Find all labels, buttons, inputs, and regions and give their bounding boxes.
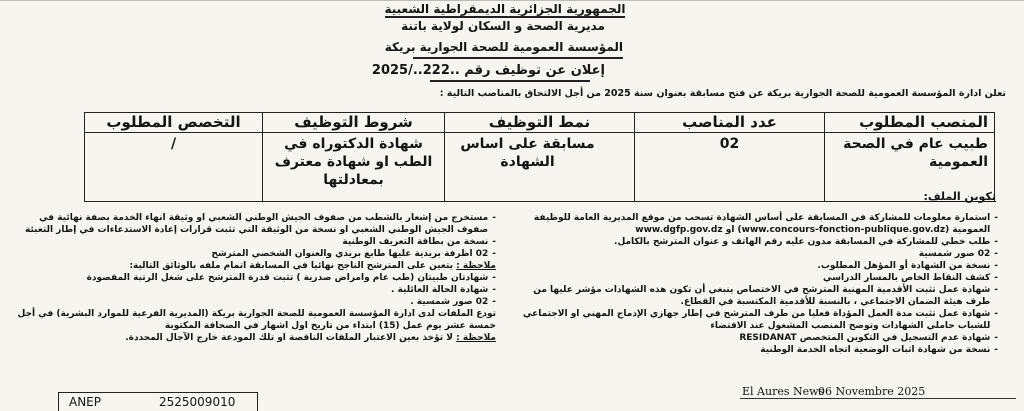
- list-item: - نسخة من بطاقة التعريف الوطنية: [342, 237, 496, 247]
- list-item: - نسخة من الشهادة أو المؤهل المطلوب.: [817, 261, 998, 271]
- header-post: المنصب المطلوب: [825, 113, 995, 133]
- note-completion: [14, 260, 496, 272]
- header-conditions: شروط التوظيف: [263, 113, 445, 133]
- note-label: ملاحظة :: [456, 333, 496, 343]
- cell-post: طبيب عام في الصحة العمومية: [825, 133, 995, 202]
- list-item: - 02 صور شمسية .: [410, 297, 496, 307]
- deposit-text: تودع الملفات لدى ادارة المؤسسة العمومية للصحة الجوارية بريكة (المديرية الفرعية للموارد البشرية) في أجل خمسة عشر يوم عمل (15) ابتداء من تاريخ اول اشهار في الصحافة المكتوبة: [17, 309, 496, 331]
- announcement-underline: [430, 80, 590, 82]
- cell-specialty: /: [85, 133, 263, 202]
- establishment-heading: المؤسسة العمومية للصحة الجوارية بريكة: [384, 40, 623, 54]
- list-item: - 02 صور شمسية: [918, 249, 998, 259]
- table-header-row: [85, 113, 995, 133]
- footer-rule: [740, 398, 1016, 399]
- publication-date: 06 Novembre 2025: [818, 385, 926, 398]
- republic-underline: [385, 16, 625, 18]
- note-rejection: [14, 332, 496, 344]
- list-item: - شهادة عمل تثبت مدة العمل المؤداة فعليا من طرف المترشح في إطار جهازي الإدماج المهني او الاجتماعي للشباب حاملي الشهادات وتوضح المنصب المشغول عند الاقتضاء: [522, 309, 998, 331]
- ministry-heading: مديرية الصحة و السكان لولاية باتنة: [401, 19, 605, 33]
- anep-code: 2525009010: [159, 395, 236, 409]
- anep-box: [58, 392, 258, 411]
- list-item: - كشف النقاط الخاص بالمسار الدراسي: [823, 273, 998, 283]
- cell-mode: مسابقة على اساس الشهادة: [445, 133, 635, 202]
- list-item: - شهادة عمل تثبت الأقدمية المهنية المترشح في الاختصاص ينبغي أن تكون هذه الشهادات مؤشر عليها من طرف هيئة الضمان الاجتماعي ، بالنسبة للأقدمية المكتسبة في القطاع.: [533, 285, 998, 307]
- list-item: - استمارة معلومات للمشاركة في المسابقة على أساس الشهادة تسحب من موقع المديرية العامة للوظيفة العمومية (www.concours-fonction-publique.gov.dz) او www.dgfp.gov.dz: [533, 213, 998, 235]
- note-text: لا تؤخذ بعين الاعتبار الملفات الناقصة او تلك المودعة خارج الآجال المحددة.: [125, 333, 453, 343]
- announcement-number: إعلان عن توظيف رقم ..222../2025: [371, 63, 605, 78]
- publisher-name: El Aures News: [742, 385, 825, 398]
- cell-count: 02: [635, 133, 825, 202]
- note-label: ملاحظة :: [456, 261, 496, 271]
- list-item: - طلب خطي للمشاركة في المسابقة مدون عليه رقم الهاتف و عنوان المترشح بالكامل.: [614, 237, 998, 247]
- list-item: - شهادة عدم التسجيل في التكوين المتخصص RESIDANAT: [739, 333, 998, 343]
- intro-text: تعلن ادارة المؤسسة العمومية للصحة الجوارية بريكة عن فتح مسابقة بعنوان سنة 2025 من أجل الالتحاق بالمناصب التالية :: [439, 88, 1006, 99]
- posts-table: [84, 112, 995, 202]
- cell-conditions: شهادة الدكتوراه في الطب او شهادة معترف بمعادلتها: [263, 133, 445, 202]
- file-composition-title: تكوين الملف:: [923, 190, 996, 203]
- header-count: عدد المناصب: [635, 113, 825, 133]
- list-item: - نسخة من شهادة اثبات الوضعية اتجاه الخدمة الوطنية: [760, 345, 998, 355]
- top-border: [0, 0, 1024, 1]
- header-mode: نمط التوظيف: [445, 113, 635, 133]
- republic-heading: الجمهورية الجزائرية الديمقراطية الشعبية: [384, 2, 626, 16]
- documents-list-right: [512, 212, 998, 356]
- table-row: [85, 133, 995, 202]
- note-text: يتعين على المترشح الناجح نهائيا في المسابقة اتمام ملفه بالوثائق التالية:: [129, 261, 453, 271]
- header-specialty: التخصص المطلوب: [85, 113, 263, 133]
- establishment-underline: [413, 57, 623, 59]
- anep-label: ANEP: [69, 395, 102, 409]
- list-item: - 02 اظرفة بريدية عليها طابع بريدي والعنوان الشخصي المترشح: [211, 249, 496, 259]
- documents-list-left: [14, 212, 496, 344]
- list-item: - شهادة الحالة العائلية .: [391, 285, 496, 295]
- list-item: - مستخرج من إشعار بالشطب من صفوف الجيش الوطني الشعبي او وثيقة انهاء الخدمة بصفة نهائية في صفوف الجيش الوطني الشعبي او نسخة من الوثيقة التي تثبت قرارات إعادة الاستدعاءات في إطار التعبئة: [25, 213, 496, 235]
- list-item: - شهادتان طبيتان (طب عام وامراض صدرية ) تثبت قدرة المترشح على شغل الرتبة المقصودة: [86, 273, 496, 283]
